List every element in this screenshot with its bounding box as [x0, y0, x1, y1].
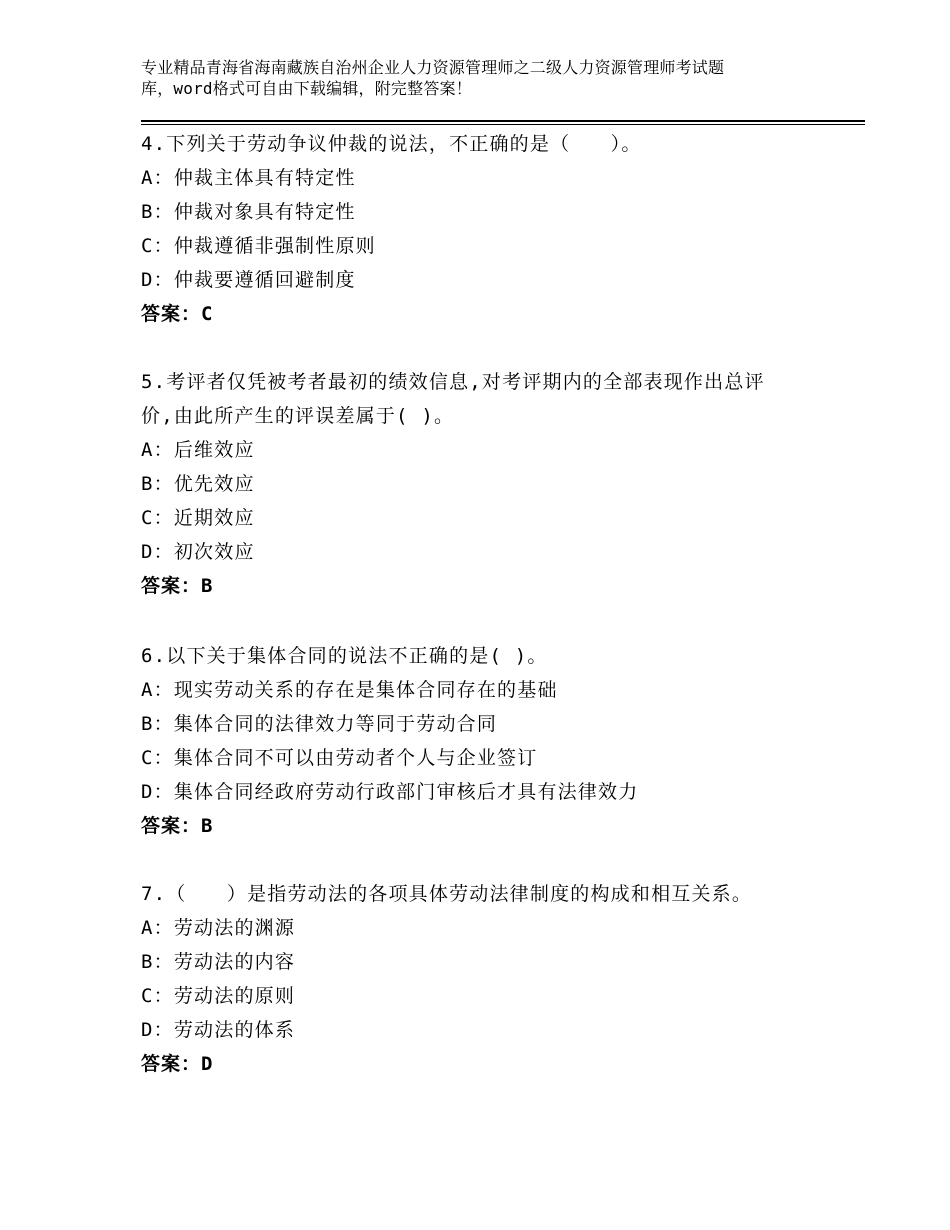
- question-7: [141, 877, 841, 1081]
- option-d: D：仲裁要遵循回避制度: [141, 269, 356, 291]
- option-b: B：仲裁对象具有特定性: [141, 201, 356, 223]
- answer: 答案：B: [141, 815, 214, 837]
- header-line-1: 专业精品青海省海南藏族自治州企业人力资源管理师之二级人力资源管理师考试题: [141, 58, 725, 77]
- option-b: B：劳动法的内容: [141, 951, 296, 973]
- option-b: B：优先效应: [141, 473, 255, 495]
- question-text: 6.以下关于集体合同的说法不正确的是( )。: [141, 645, 548, 667]
- option-c: C：劳动法的原则: [141, 985, 296, 1007]
- question-4: [141, 127, 841, 331]
- question-text: 5.考评者仅凭被考者最初的绩效信息,对考评期内的全部表现作出总评: [141, 371, 765, 393]
- option-b: B：集体合同的法律效力等同于劳动合同: [141, 713, 498, 735]
- question-text: 4.下列关于劳动争议仲裁的说法，不正确的是（ ）。: [141, 133, 642, 155]
- question-text-continued: 价,由此所产生的评误差属于( )。: [141, 405, 455, 427]
- option-c: C：近期效应: [141, 507, 255, 529]
- option-a: A：劳动法的渊源: [141, 917, 296, 939]
- answer: 答案：B: [141, 575, 214, 597]
- answer: 答案：D: [141, 1053, 214, 1075]
- option-c: C：集体合同不可以由劳动者个人与企业签订: [141, 747, 538, 769]
- document-header: [141, 57, 841, 99]
- option-a: A：现实劳动关系的存在是集体合同存在的基础: [141, 679, 558, 701]
- question-5: [141, 365, 841, 603]
- option-d: D：劳动法的体系: [141, 1019, 296, 1041]
- header-divider-thin: [141, 124, 865, 125]
- answer: 答案：C: [141, 303, 214, 325]
- header-line-2: 库，word格式可自由下载编辑，附完整答案！: [141, 79, 472, 98]
- option-d: D：集体合同经政府劳动行政部门审核后才具有法律效力: [141, 781, 639, 803]
- option-c: C：仲裁遵循非强制性原则: [141, 235, 376, 257]
- option-d: D：初次效应: [141, 541, 255, 563]
- header-divider-thick: [141, 120, 865, 122]
- question-text: 7.（ ）是指劳动法的各项具体劳动法律制度的构成和相互关系。: [141, 883, 753, 905]
- question-6: [141, 639, 841, 843]
- option-a: A：仲裁主体具有特定性: [141, 167, 356, 189]
- option-a: A：后维效应: [141, 439, 255, 461]
